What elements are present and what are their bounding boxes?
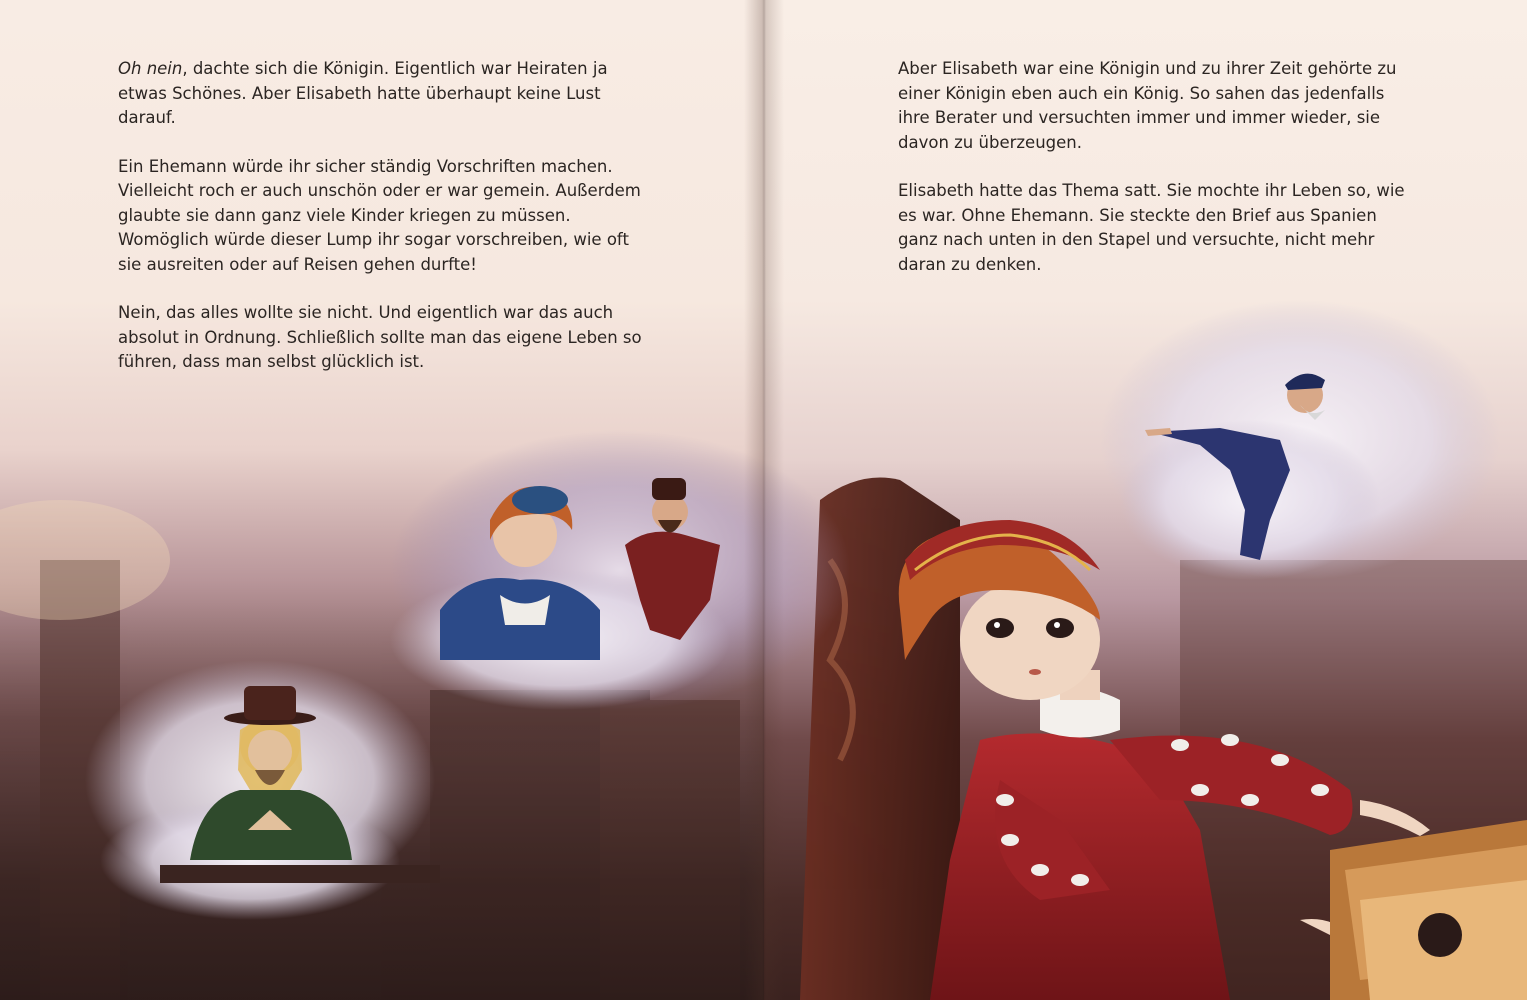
- letter-stack: [1330, 820, 1527, 1000]
- left-paragraph-2: Ein Ehemann würde ihr sicher ständig Vorschriften machen. Vielleicht roch er auch unschön oder er war gemein. Außerdem glaubte sie dann ganz viele Kinder kriegen zu müssen. Womöglich würde dieser Lump ihr sogar vorschreiben, wie oft sie ausreiten oder auf Reisen gehen durfte!: [118, 156, 641, 274]
- right-paragraph-2: Elisabeth hatte das Thema satt. Sie mochte ihr Leben so, wie es war. Ohne Ehemann. Sie steckte den Brief aus Spanien ganz nach unten in den Stapel und versuchte, nicht mehr daran zu denken.: [898, 181, 1405, 274]
- left-paragraph-1: [118, 57, 648, 131]
- cloud-suitor-green: [85, 660, 440, 920]
- cloud-advisor-top-right: [1100, 300, 1500, 580]
- book-gutter: [744, 0, 784, 1000]
- right-paragraph-1: Aber Elisabeth war eine Königin und zu ihrer Zeit gehörte zu einer Königin eben auch ein König. So sahen das jedenfalls ihre Berater und versuchten immer und immer wieder, sie davon zu überzeugen.: [898, 59, 1397, 152]
- left-page-text: [118, 57, 648, 399]
- left-paragraph-3: Nein, das alles wollte sie nicht. Und eigentlich war das auch absolut in Ordnung. Schließlich sollte man das eigene Leben so führen, dass man selbst glücklich ist.: [118, 303, 642, 371]
- italic-lead: Oh nein: [118, 59, 183, 78]
- right-page-text: [898, 57, 1418, 301]
- paragraph-text: , dachte sich die Königin. Eigentlich war Heiraten ja etwas Schönes. Aber Elisabeth hatte überhaupt keine Lust darauf.: [118, 59, 608, 127]
